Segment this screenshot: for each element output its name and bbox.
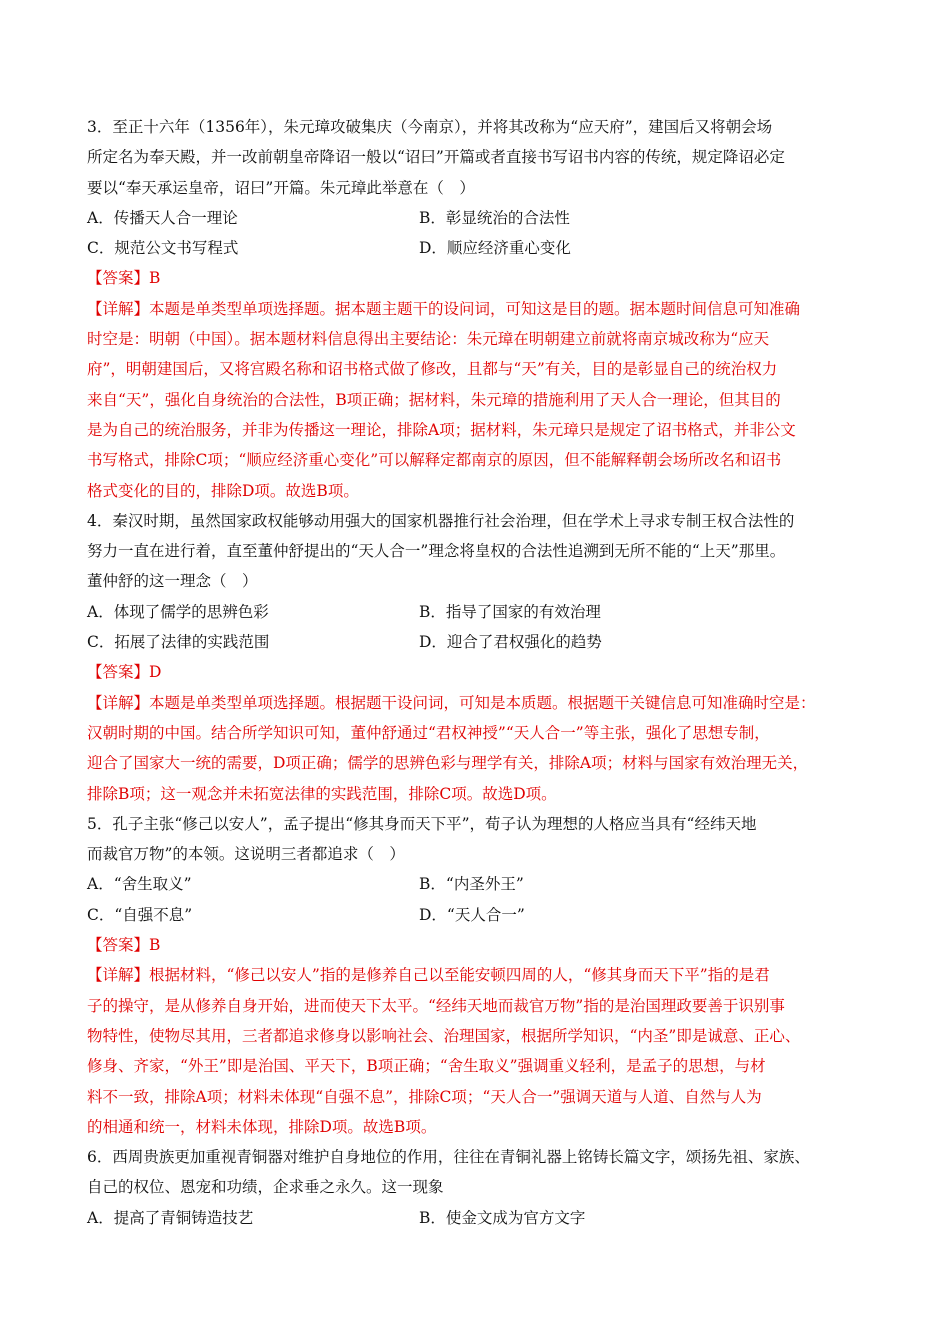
document-page xyxy=(87,112,867,1233)
question-6 xyxy=(87,1142,867,1233)
option-a: A．传播天人合一理论 xyxy=(87,208,238,227)
explanation-line: 料不一致，排除A项；材料未体现“自强不息”，排除C项；“天人合一”强调天道与人道、自然与人为 xyxy=(87,1087,762,1106)
explanation-line: 【详解】根据材料，“修己以安人”指的是修养自己以至能安顿四周的人，“修其身而天下平”指的是君 xyxy=(87,966,770,985)
explanation-line: 【详解】本题是单类型单项选择题。据本题主题干的设问词，可知这是目的题。据本题时间信息可知准确 xyxy=(87,299,801,318)
explanation-line: 是为自己的统治服务，并非为传播这一理论，排除A项；据材料，朱元璋只是规定了诏书格式，并非公文 xyxy=(87,420,796,439)
option-a: A．体现了儒学的思辨色彩 xyxy=(87,602,269,621)
question-5 xyxy=(87,809,867,1142)
explanation-line: 时空是：明朝（中国）。据本题材料信息得出主要结论：朱元璋在明朝建立前就将南京城改称为“应天 xyxy=(87,330,770,349)
explanation-line: 来自“天”，强化自身统治的合法性，B项正确；据材料，朱元璋的措施利用了天人合一理论，但其目的 xyxy=(87,390,781,409)
answer-label: 【答案】B xyxy=(87,269,161,288)
explanation-line: 的相通和统一，材料未体现，排除D项。故选B项。 xyxy=(87,1117,437,1136)
option-row xyxy=(87,900,867,930)
explanation-line: 子的操守，是从修养自身开始，进而使天下太平。“经纬天地而裁官万物”指的是治国理政要善于识别事 xyxy=(87,996,785,1015)
question-stem-line: 3．至正十六年（1356年），朱元璋攻破集庆（今南京），并将其改称为“应天府”，建国后又将朝会场 xyxy=(87,118,773,136)
question-stem-line: 自己的权位、恩宠和功绩，企求垂之永久。这一现象 xyxy=(87,1178,444,1197)
question-stem-line: 努力一直在进行着，直至董仲舒提出的“天人合一”理念将皇权的合法性追溯到无所不能的“上天”那里。 xyxy=(87,542,786,561)
option-d: D．顺应经济重心变化 xyxy=(419,239,571,258)
option-row xyxy=(87,627,867,657)
explanation-line: 汉朝时期的中国。结合所学知识可知，董仲舒通过“君权神授”“天人合一”等主张，强化了思想专制， xyxy=(87,723,770,742)
option-d: D．迎合了君权强化的趋势 xyxy=(419,633,602,652)
option-a: A．提高了青铜铸造技艺 xyxy=(87,1208,254,1227)
option-c: C．规范公文书写程式 xyxy=(87,239,239,258)
option-a: A．“舍生取义” xyxy=(87,875,192,894)
option-c: C．拓展了法律的实践范围 xyxy=(87,633,270,652)
question-stem-line: 要以“奉天承运皇帝，诏曰”开篇。朱元璋此举意在（ ） xyxy=(87,178,475,197)
option-b: B．彰显统治的合法性 xyxy=(419,208,570,227)
question-3 xyxy=(87,112,867,506)
option-row xyxy=(87,233,867,263)
option-row xyxy=(87,203,867,233)
question-stem-line: 5．孔子主张“修己以安人”，孟子提出“修其身而天下平”，荀子认为理想的人格应当具有“经纬天地 xyxy=(87,814,757,833)
option-d: D．“天人合一” xyxy=(419,905,525,924)
option-c: C．“自强不息” xyxy=(87,905,193,924)
question-stem-line: 6．西周贵族更加重视青铜器对维护自身地位的作用，往往在青铜礼器上铭铸长篇文字，颂扬先祖、家族、 xyxy=(87,1148,810,1167)
explanation-line: 修身、齐家，“外王”即是治国、平天下，B项正确；“舍生取义”强调重义轻利，是孟子的思想，与材 xyxy=(87,1057,766,1076)
explanation-line: 【详解】本题是单类型单项选择题。根据题干设问词，可知是本质题。根据题干关键信息可知准确时空是： xyxy=(87,693,816,712)
answer-label: 【答案】D xyxy=(87,663,162,682)
option-row xyxy=(87,1203,867,1233)
question-stem-line: 4．秦汉时期，虽然国家政权能够动用强大的国家机器推行社会治理，但在学术上寻求专制王权合法性的 xyxy=(87,511,795,530)
question-stem-line: 所定名为奉天殿，并一改前朝皇帝降诏一般以“诏曰”开篇或者直接书写诏书内容的传统，规定降诏必定 xyxy=(87,148,785,167)
option-row xyxy=(87,869,867,899)
explanation-line: 格式变化的目的，排除D项。故选B项。 xyxy=(87,481,359,500)
option-b: B．指导了国家的有效治理 xyxy=(419,602,601,621)
option-row xyxy=(87,597,867,627)
explanation-line: 迎合了国家大一统的需要，D项正确；儒学的思辨色彩与理学有关，排除A项；材料与国家有效治理无关， xyxy=(87,754,809,773)
explanation-line: 排除B项；这一观念并未拓宽法律的实践范围，排除C项。故选D项。 xyxy=(87,784,557,803)
explanation-line: 书写格式，排除C项；“顺应经济重心变化”可以解释定都南京的原因，但不能解释朝会场所改名和诏书 xyxy=(87,451,782,470)
explanation-line: 府”，明朝建国后，又将宫殿名称和诏书格式做了修改，且都与“天”有关，目的是彰显自己的统治权力 xyxy=(87,360,778,379)
option-b: B．“内圣外王” xyxy=(419,875,524,894)
question-stem-line: 而裁官万物”的本领。这说明三者都追求（ ） xyxy=(87,845,405,864)
question-stem-line: 董仲舒的这一理念（ ） xyxy=(87,572,258,591)
answer-label: 【答案】B xyxy=(87,936,161,955)
option-b: B．使金文成为官方文字 xyxy=(419,1208,586,1227)
explanation-line: 物特性，使物尽其用，三者都追求修身以影响社会、治理国家，根据所学知识，“内圣”即是诚意、正心、 xyxy=(87,1026,801,1045)
question-4 xyxy=(87,506,867,809)
